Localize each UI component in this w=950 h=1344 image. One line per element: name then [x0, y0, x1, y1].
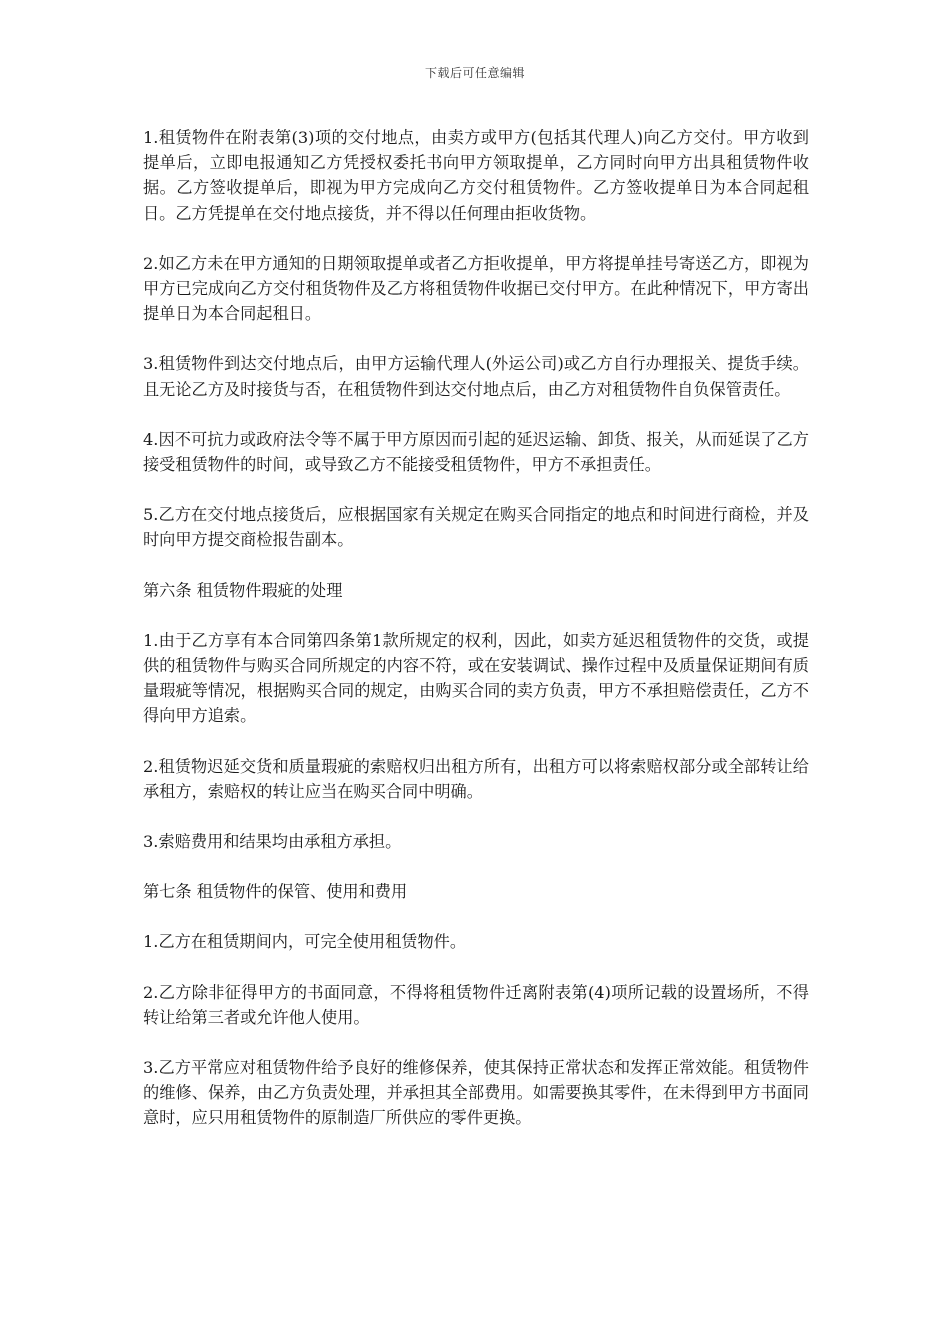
paragraph: 2.乙方除非征得甲方的书面同意，不得将租赁物件迁离附表第(4)项所记载的设置场所，不得转让给第三者或允许他人使用。: [143, 982, 809, 1027]
paragraph: 1.由于乙方享有本合同第四条第1款所规定的权利，因此，如卖方延迟租赁物件的交货，或提供的租赁物件与购买合同所规定的内容不符，或在安装调试、操作过程中及质量保证期间有质量瑕疵等情况，根据购买合同的规定，由购买合同的卖方负责，甲方不承担赔偿责任，乙方不得向甲方追索。: [143, 630, 809, 726]
paragraph: 1.租赁物件在附表第(3)项的交付地点，由卖方或甲方(包括其代理人)向乙方交付。甲方收到提单后，立即电报通知乙方凭授权委托书向甲方领取提单，乙方同时向甲方出具租赁物件收据。乙方签收提单后，即视为甲方完成向乙方交付租赁物件。乙方签收提单日为本合同起租日。乙方凭提单在交付地点接货，并不得以任何理由拒收货物。: [143, 128, 809, 223]
section-heading: 第六条 租赁物件瑕疵的处理: [143, 580, 343, 600]
paragraph: 1.乙方在租赁期间内，可完全使用租赁物件。: [143, 932, 467, 952]
document-body: [143, 125, 809, 1156]
paragraph: 3.租赁物件到达交付地点后，由甲方运输代理人(外运公司)或乙方自行办理报关、提货手续。且无论乙方及时接货与否，在租赁物件到达交付地点后，由乙方对租赁物件自负保管责任。: [143, 354, 809, 399]
paragraph: 2.如乙方未在甲方通知的日期领取提单或者乙方拒收提单，甲方将提单挂号寄送乙方，即视为甲方已完成向乙方交付租货物件及乙方将租赁物件收据已交付甲方。在此种情况下，甲方寄出提单日为本合同起租日。: [143, 253, 809, 324]
section-heading: 第七条 租赁物件的保管、使用和费用: [143, 882, 408, 902]
paragraph: 3.索赔费用和结果均由承租方承担。: [143, 832, 402, 852]
paragraph: 4.因不可抗力或政府法令等不属于甲方原因而引起的延迟运输、卸货、报关，从而延误了乙方接受租赁物件的时间，或导致乙方不能接受租赁物件，甲方不承担责任。: [143, 429, 809, 475]
paragraph: 2.租赁物迟延交货和质量瑕疵的索赔权归出租方所有，出租方可以将索赔权部分或全部转让给承租方，索赔权的转让应当在购买合同中明确。: [143, 756, 809, 801]
paragraph: 3.乙方平常应对租赁物件给予良好的维修保养，使其保持正常状态和发挥正常效能。租赁物件的维修、保养，由乙方负责处理，并承担其全部费用。如需要换其零件，在未得到甲方书面同意时，应只用租赁物件的原制造厂所供应的零件更换。: [143, 1058, 809, 1128]
paragraph: 5.乙方在交付地点接货后，应根据国家有关规定在购买合同指定的地点和时间进行商检，并及时向甲方提交商检报告副本。: [143, 505, 809, 550]
page-header: 下载后可任意编辑: [424, 66, 525, 80]
